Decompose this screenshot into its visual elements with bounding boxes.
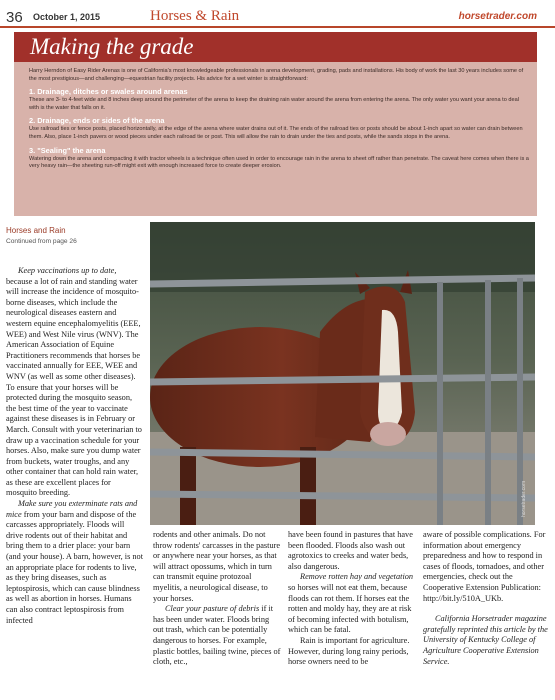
site-name: horsetrader.com (458, 11, 537, 22)
article-column-4 (423, 530, 549, 667)
lead-vaccinations: Keep vaccinations up to date, (18, 266, 117, 275)
lead-hay: Remove rotten hay and vegetation (300, 572, 414, 582)
text-rodents: from your barn and dispose of the carcasses appropriately. Floods will drive rodents out of their habitat and bring them to a drier place: your barn (and your house). A barn, however, is not an appropriate place for rodents to live, as they bring diseases, such as leptospirosis, which can cause blindness as well as abortion in horses. Humans can also contract leptospirosis from infected (6, 509, 143, 625)
article-column-1 (6, 266, 143, 626)
horse-behind-fence-image (150, 222, 535, 525)
sidebar-box-text (29, 68, 529, 175)
reprint-credit: California Horsetrader magazine gratefully reprinted this article by the University of Kentucky College of Agriculture Cooperative Extension Service. (423, 614, 548, 666)
article-column-3 (288, 530, 416, 668)
photo-credit: horsetrader.com (521, 480, 527, 517)
tip-text-3: Watering down the arena and compacting it with tractor wheels is a technique often used in order to encourage rain in the arena to sheet off rather than penetrate. The caveat here comes when there is a very heavy rain—the sheeting run-off might exit with enough increased force to create deeper erosion. (29, 155, 529, 170)
sidebar-intro: Harry Herndon of Easy Rider Arenas is one of California's most knowledgeable professionals in arena development, grading, pads and installations. His body of work the last 30 years includes some of the most prestigious—and challenging—equestrian facility projects. His advice for a wet winter is straightforward: (29, 68, 524, 82)
continued-note: Continued from page 26 (6, 238, 77, 245)
header-rule (0, 26, 555, 28)
text-vaccinations: because a lot of rain and standing water will increase the incidence of mosquito-borne diseases, which include the neurological diseases eastern and western equine encephalomyelitis (EEE, WEE) and West Nile virus (WNV). The American Association of Equine Practitioners recommends that horses be vaccinated annually for EEE, WEE and WNV (as well as some other diseases). To ensure that your horses will be protected during the mosquito season, the best time of the year to vaccinate against these diseases is in February or March. Consult with your veterinarian to draw up a vaccination schedule for your horses. Also, make sure you dump water from buckets, water troughs, and any other container that can hold rain water, as these are excellent places for mosquito breeding. (6, 276, 142, 498)
section-title: Horses & Rain (150, 8, 240, 24)
issue-date: October 1, 2015 (33, 12, 101, 22)
text-awareness: aware of possible complications. For information about emergency preparedness and how to respond in cases of floods, tornadoes, and other emergencies, check out the Cooperative Extension Publication: http://bit.ly/510A_UKb. (423, 530, 546, 603)
tip-heading-2: 2. Drainage, ends or sides of the arena (29, 116, 165, 126)
tip-text-1: These are 3- to 4-feet wide and 8 inches deep around the perimeter of the arena to keep the draining rain water around the arena from entering the arena. The only water you want your arena to deal with is the water that falls on it. (29, 97, 519, 111)
lead-debris: Clear your pasture of debris (165, 604, 260, 614)
text-rodents-cont: rodents and other animals. Do not throw rodents' carcasses in the pasture or anywhere near your horses, as that will attract opossums, which in turn can transmit equine protozoal myelitis, a neurological disease, to your horses. (153, 530, 281, 603)
text-debris-cont: have been found in pastures that have been flooded. Floods also wash out agrotoxics to creeks and water beds, also dangerous. (288, 530, 413, 571)
text-rain: Rain is important for agriculture. However, during long rainy periods, horse owners need to be (288, 635, 410, 667)
horse-photo (150, 222, 535, 525)
text-hay: so horses will not eat them, because floods can rot them. If horses eat the rotten and moldy hay, they are at risk of becoming infected with botulism, which can be fatal. (288, 582, 412, 635)
article-section-label: Horses and Rain (6, 226, 66, 235)
tip-heading-1: 1. Drainage, ditches or swales around arenas (29, 87, 188, 97)
text-debris: if it has been under water. Floods bring out trash, which can be potentially dangerous to horses. For example, plastic bottles, bailing twine, pieces of cloth, etc., (153, 604, 281, 667)
sidebar-box-title-bar (14, 32, 537, 62)
page-number: 36 (6, 9, 23, 26)
tip-heading-3: 3. "Sealing" the arena (29, 145, 106, 155)
sidebar-box-title: Making the grade (30, 34, 194, 59)
article-column-2 (153, 530, 281, 668)
tip-text-2: Use railroad ties or fence posts, placed horizontally, at the edge of the arena where water drains out of it. The ends of the railroad ties or posts should be about 1-inch apart so water can drain between them. Also, place 1-inch pavers or wood pieces under each railroad tie or post. This will allow the rain to drain under the ties and posts, while the sands stops in the arena. (29, 126, 523, 140)
lead-rodents: Make sure you exterminate rats and mice (6, 499, 138, 519)
